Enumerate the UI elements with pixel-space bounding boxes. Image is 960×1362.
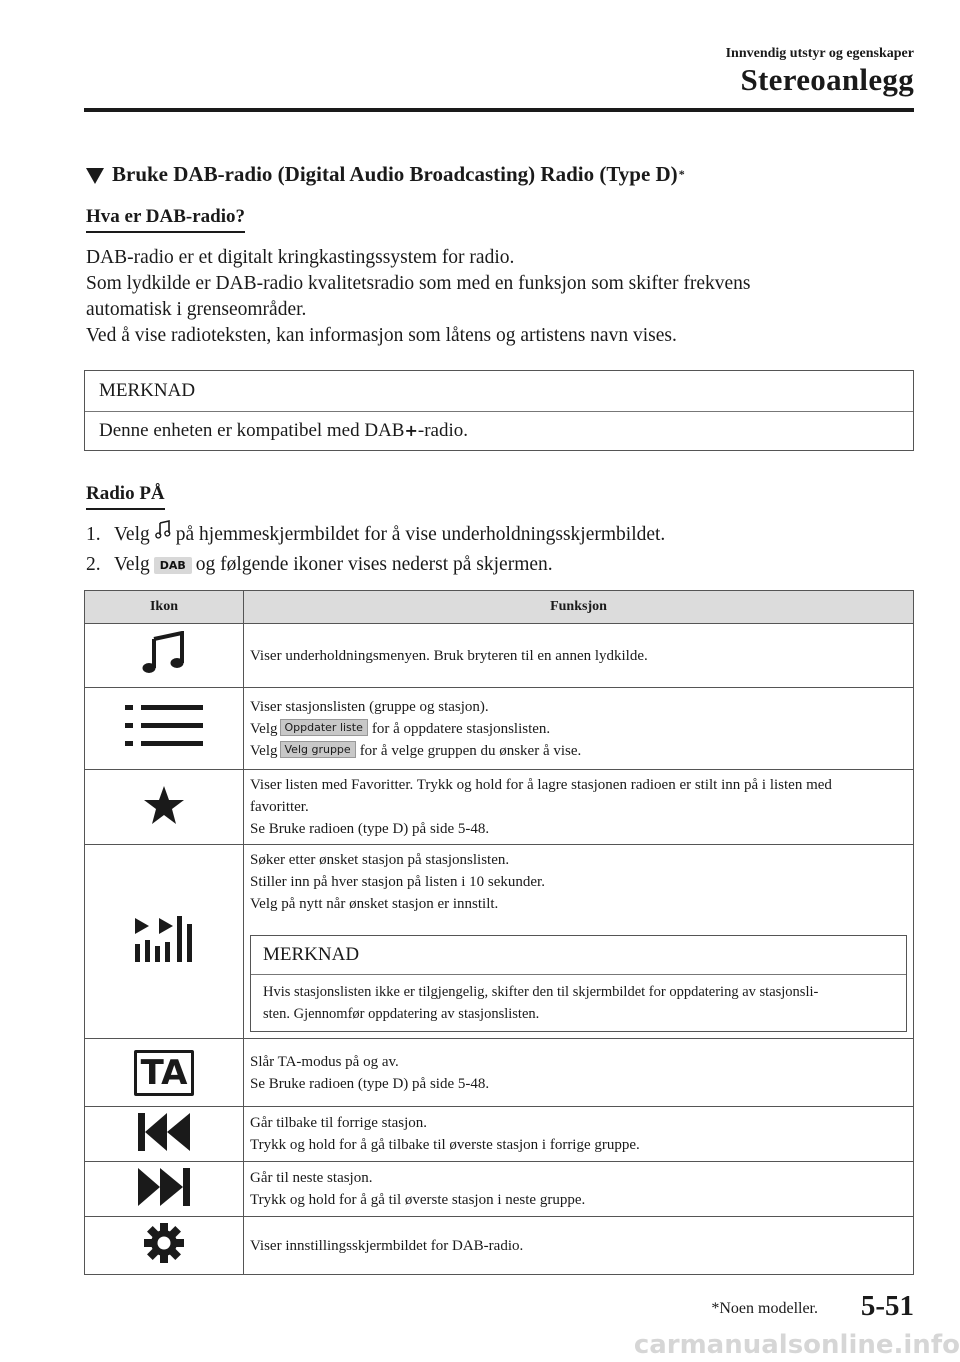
- step-1: [86, 520, 665, 550]
- function-text: for å oppdatere stasjonslisten.: [371, 720, 551, 737]
- steps-list: [86, 520, 665, 580]
- function-text: Velg på nytt når ønsket stasjon er innstilt.: [250, 896, 499, 912]
- list-icon: [125, 739, 203, 755]
- function-text: Viser stasjonslisten (gruppe og stasjon).: [250, 698, 489, 715]
- star-icon: [144, 812, 184, 828]
- paragraph-line: DAB-radio er et digitalt kringkastingssystem for radio.: [86, 247, 515, 268]
- next-track-icon: [138, 1194, 190, 1210]
- note-text-after: -radio.: [417, 420, 469, 441]
- table-row: [85, 770, 914, 845]
- note-line: sten. Gjennomfør oppdatering av stasjonslisten.: [263, 1006, 540, 1022]
- function-text: Går til neste stasjon.: [250, 1170, 373, 1186]
- note-heading: MERKNAD: [251, 936, 906, 975]
- note-box: [250, 935, 907, 1032]
- step-number: 2.: [86, 554, 101, 575]
- header-title: Stereoanlegg: [740, 62, 914, 97]
- column-header-function: Funksjon: [244, 591, 914, 624]
- what-is-paragraph: [86, 245, 916, 349]
- function-text: Går tilbake til forrige stasjon.: [250, 1115, 428, 1131]
- function-text: Slår TA-modus på og av.: [250, 1053, 399, 1070]
- page-number: 5-51: [860, 1290, 914, 1322]
- dab-plus-icon: +: [404, 421, 418, 440]
- function-text: Se Bruke radioen (type D) på side 5-48.: [250, 821, 490, 837]
- step-text: Velg: [114, 524, 150, 545]
- footnote: *Noen modeller.: [711, 1300, 818, 1317]
- table-row: [85, 1039, 914, 1107]
- note-heading: MERKNAD: [85, 371, 913, 412]
- step-text: og følgende ikoner vises nederst på skjermen.: [195, 554, 553, 575]
- music-note-icon: [155, 520, 171, 550]
- header-chapter: Innvendig utstyr og egenskaper: [725, 46, 914, 61]
- velg-text: Velg: [250, 720, 278, 737]
- note-box: [84, 370, 914, 451]
- function-text: favoritter.: [250, 799, 309, 815]
- select-group-button: Velg gruppe: [280, 741, 356, 758]
- watermark: carmanualsonline.info: [633, 1330, 960, 1360]
- note-body: [85, 412, 913, 450]
- function-text: for å velge gruppen du ønsker å vise.: [359, 742, 582, 759]
- asterisk-mark: *: [678, 167, 685, 181]
- function-text: Trykk og hold for å gå til øverste stasjon i neste gruppe.: [250, 1192, 586, 1208]
- note-body: [251, 975, 906, 1031]
- function-text: Stiller inn på hver stasjon på listen i 10 sekunder.: [250, 874, 545, 890]
- note-text-before: Denne enheten er kompatibel med DAB: [99, 420, 405, 441]
- dab-button: DAB: [154, 557, 192, 574]
- table-row: [85, 624, 914, 688]
- table-row: [85, 1107, 914, 1162]
- step-text: på hjemmeskjermbildet for å vise underholdningsskjermbildet.: [175, 524, 666, 545]
- triangle-bullet-icon: [86, 168, 104, 184]
- velg-text: Velg: [250, 742, 278, 759]
- table-row: [85, 688, 914, 770]
- ta-icon: TA: [134, 1050, 195, 1096]
- section-title-text: Bruke DAB-radio (Digital Audio Broadcasting) Radio (Type D): [112, 162, 678, 186]
- step-number: 1.: [86, 524, 101, 545]
- paragraph-line: automatisk i grenseområder.: [86, 299, 307, 320]
- gear-icon: [144, 1251, 184, 1267]
- section-title: [86, 162, 685, 187]
- previous-track-icon: [138, 1139, 190, 1155]
- function-text: Se Bruke radioen (type D) på side 5-48.: [250, 1075, 490, 1092]
- table-row: [85, 1162, 914, 1217]
- step-2: [86, 550, 665, 580]
- what-is-heading: Hva er DAB-radio?: [86, 206, 245, 233]
- update-list-button: Oppdater liste: [280, 719, 368, 736]
- note-line: Hvis stasjonslisten ikke er tilgjengelig, skifter den til skjermbildet for oppdatering av stasjonsli-: [263, 984, 819, 1000]
- scan-icon: [135, 950, 193, 966]
- icon-function-table: [84, 590, 914, 1275]
- table-row: [85, 1217, 914, 1275]
- header-rule: [84, 108, 914, 112]
- column-header-icon: Ikon: [85, 591, 244, 624]
- function-text: Søker etter ønsket stasjon på stasjonslisten.: [250, 852, 510, 868]
- function-text: Viser innstillingsskjermbildet for DAB-radio.: [250, 1237, 524, 1254]
- function-text-line: [250, 740, 907, 762]
- music-note-icon: [140, 663, 188, 679]
- table-row: [85, 845, 914, 1039]
- radio-on-heading: Radio PÅ: [86, 483, 165, 510]
- step-text: Velg: [114, 554, 150, 575]
- paragraph-line: Som lydkilde er DAB-radio kvalitetsradio som med en funksjon som skifter frekvens: [86, 273, 751, 294]
- function-text: Viser underholdningsmenyen. Bruk bryteren til en annen lydkilde.: [250, 647, 648, 664]
- function-text: Viser listen med Favoritter. Trykk og hold for å lagre stasjonen radioen er stilt inn på i listen med: [250, 777, 832, 793]
- function-text-line: [250, 718, 907, 740]
- function-text: Trykk og hold for å gå tilbake til øverste stasjon i forrige gruppe.: [250, 1137, 640, 1153]
- paragraph-line: Ved å vise radioteksten, kan informasjon som låtens og artistens navn vises.: [86, 325, 677, 346]
- table-header-row: [85, 591, 914, 624]
